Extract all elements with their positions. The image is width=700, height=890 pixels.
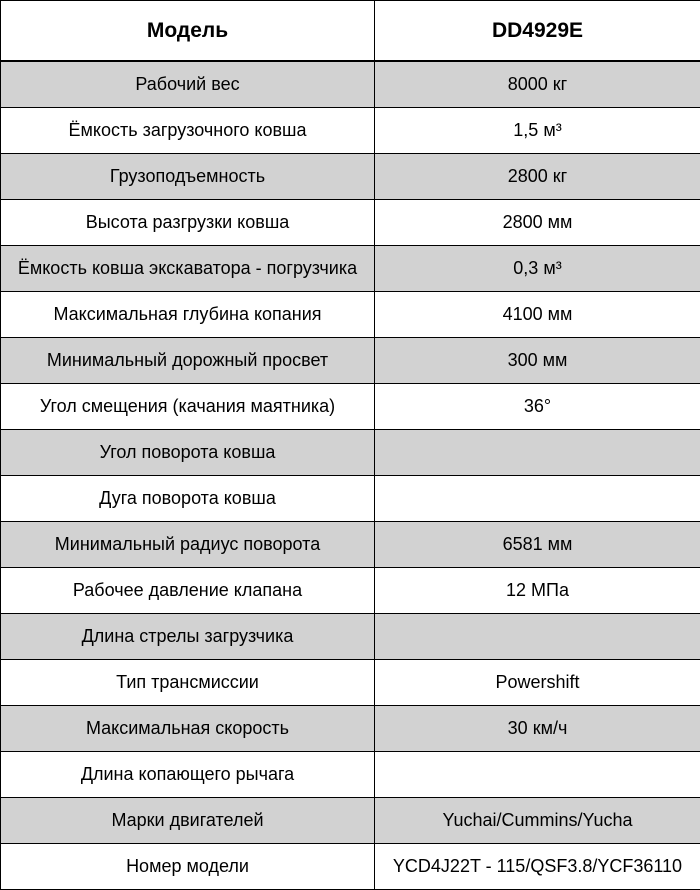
row-value: 0,3 м³ <box>375 246 700 292</box>
table-row <box>1 200 700 246</box>
row-label: Номер модели <box>1 844 375 890</box>
header-model-label: Модель <box>1 1 375 62</box>
row-label: Марки двигателей <box>1 798 375 844</box>
row-label: Дуга поворота ковша <box>1 476 375 522</box>
table-row <box>1 706 700 752</box>
table-row <box>1 798 700 844</box>
row-value <box>375 430 700 476</box>
row-value: 36° <box>375 384 700 430</box>
row-label: Длина копающего рычага <box>1 752 375 798</box>
row-value: YCD4J22T - 115/QSF3.8/YCF36110 <box>375 844 700 890</box>
table-row <box>1 614 700 660</box>
header-model-value: DD4929E <box>375 1 700 62</box>
row-label: Угол смещения (качания маятника) <box>1 384 375 430</box>
row-value: 8000 кг <box>375 61 700 108</box>
row-label: Максимальная скорость <box>1 706 375 752</box>
row-label: Минимальный дорожный просвет <box>1 338 375 384</box>
header-row <box>1 1 700 62</box>
table-row <box>1 246 700 292</box>
row-value: 4100 мм <box>375 292 700 338</box>
row-value: 1,5 м³ <box>375 108 700 154</box>
row-value <box>375 752 700 798</box>
table-row <box>1 752 700 798</box>
table-row <box>1 522 700 568</box>
table-row <box>1 660 700 706</box>
table-row <box>1 568 700 614</box>
row-value: 2800 мм <box>375 200 700 246</box>
row-value: 2800 кг <box>375 154 700 200</box>
row-value: 300 мм <box>375 338 700 384</box>
row-value: 6581 мм <box>375 522 700 568</box>
row-value: 12 МПа <box>375 568 700 614</box>
table-row <box>1 476 700 522</box>
row-label: Минимальный радиус поворота <box>1 522 375 568</box>
row-label: Длина стрелы загрузчика <box>1 614 375 660</box>
row-value: Powershift <box>375 660 700 706</box>
row-label: Рабочий вес <box>1 61 375 108</box>
row-label: Грузоподъемность <box>1 154 375 200</box>
row-value: Yuchai/Cummins/Yucha <box>375 798 700 844</box>
table-row <box>1 292 700 338</box>
table-row <box>1 844 700 890</box>
row-label: Тип трансмиссии <box>1 660 375 706</box>
row-label: Рабочее давление клапана <box>1 568 375 614</box>
table-row <box>1 154 700 200</box>
row-value <box>375 614 700 660</box>
table-row <box>1 108 700 154</box>
table-row <box>1 338 700 384</box>
spec-rows <box>1 61 700 890</box>
row-value <box>375 476 700 522</box>
row-label: Угол поворота ковша <box>1 430 375 476</box>
row-value: 30 км/ч <box>375 706 700 752</box>
table-row <box>1 384 700 430</box>
row-label: Ёмкость загрузочного ковша <box>1 108 375 154</box>
row-label: Высота разгрузки ковша <box>1 200 375 246</box>
row-label: Ёмкость ковша экскаватора - погрузчика <box>1 246 375 292</box>
table-row <box>1 61 700 108</box>
table-row <box>1 430 700 476</box>
row-label: Максимальная глубина копания <box>1 292 375 338</box>
